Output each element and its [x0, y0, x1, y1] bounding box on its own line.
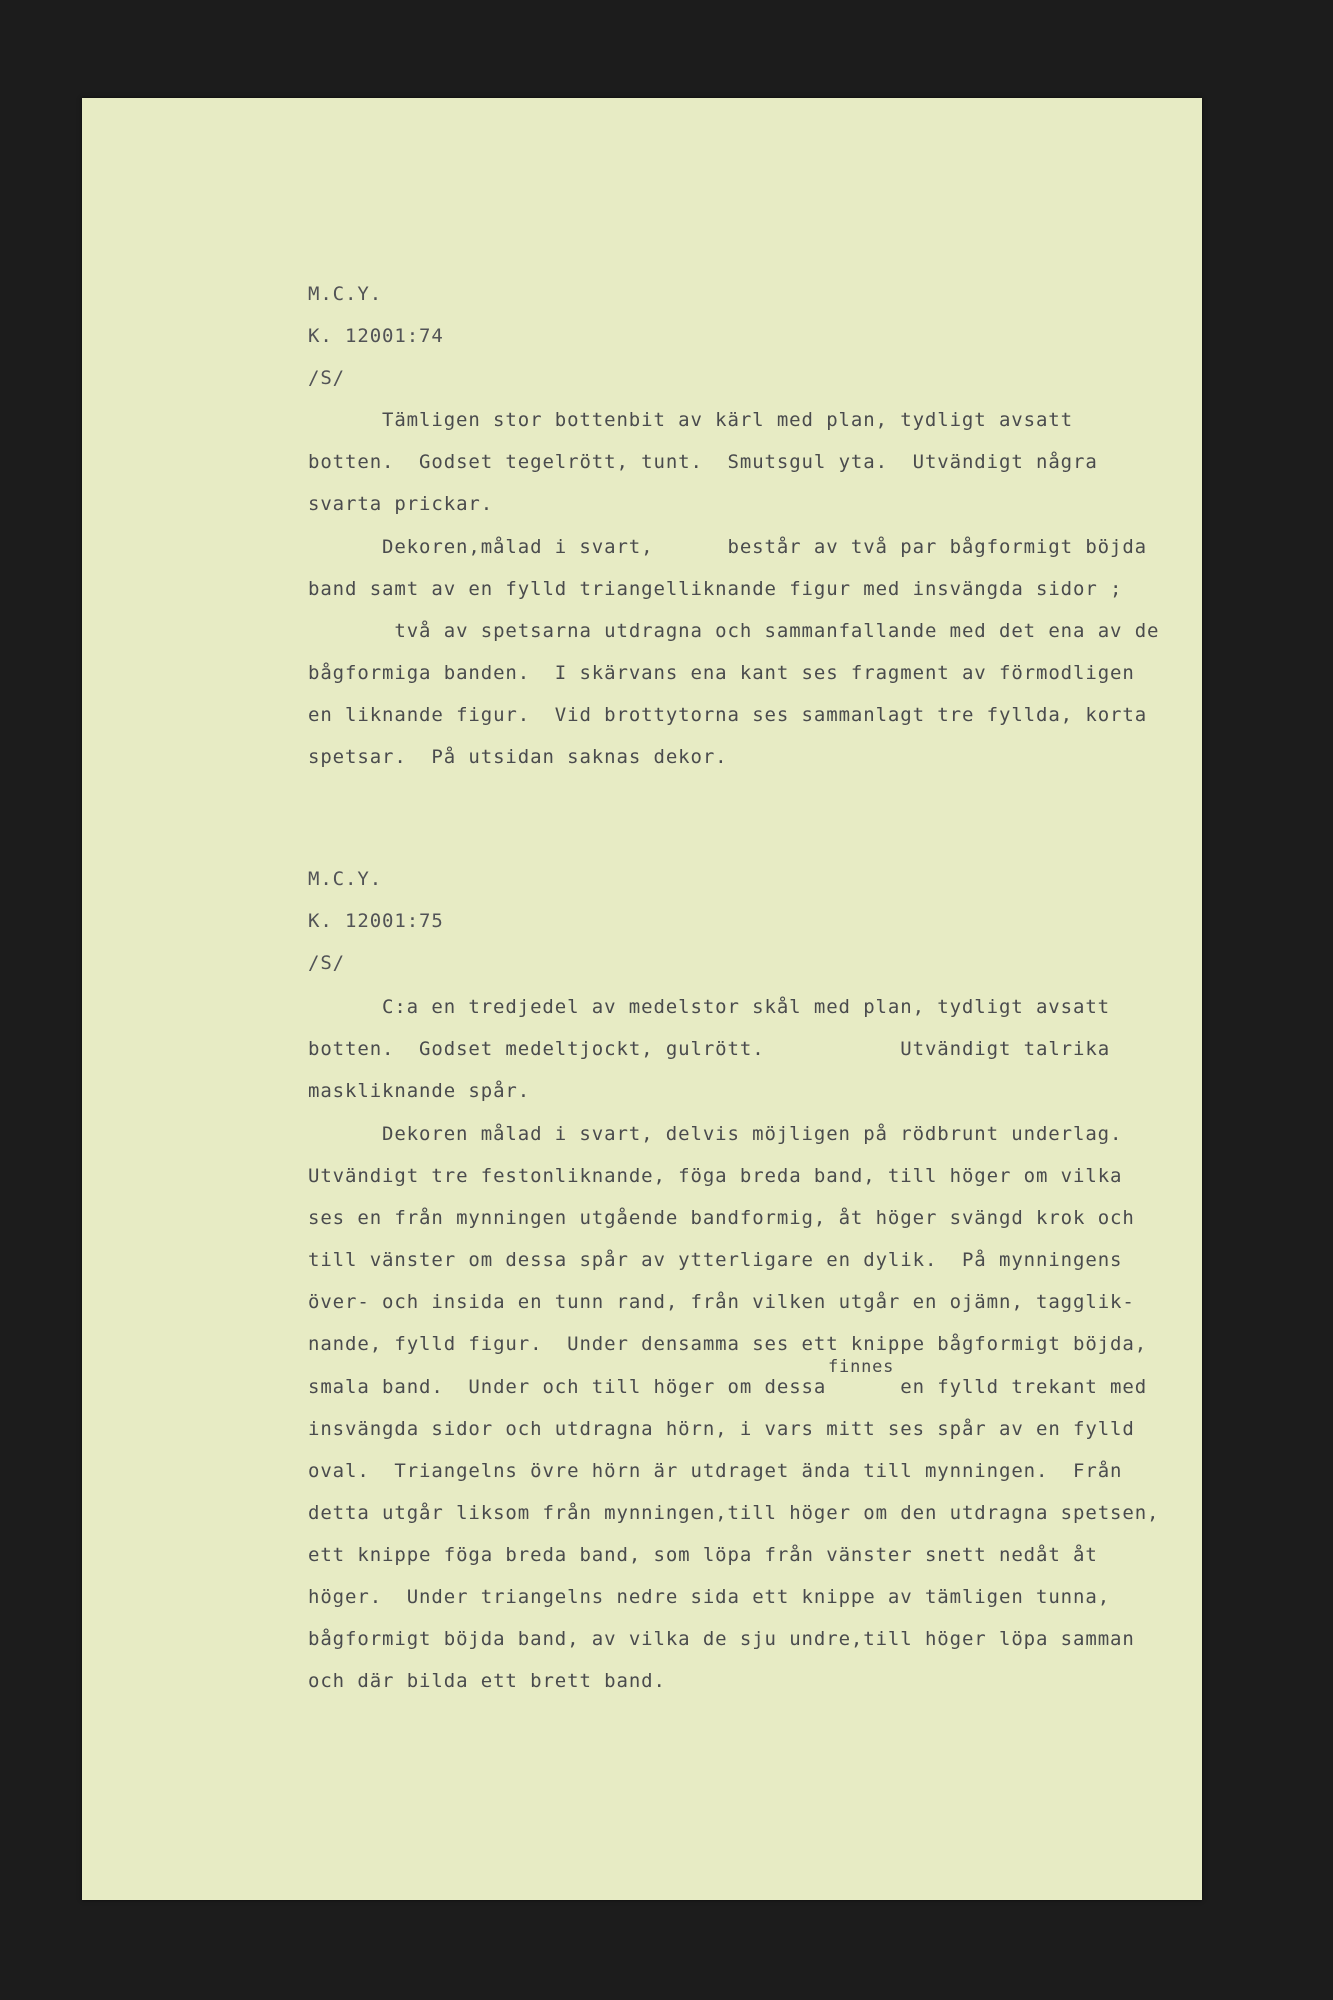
text-line: Utvändigt tre festonliknande, föga breda band, till höger om vilka: [308, 1165, 1123, 1187]
site-code: M.C.Y.: [308, 868, 383, 890]
text-line: ses en från mynningen utgående bandformig, åt höger svängd krok och: [308, 1207, 1135, 1229]
text-line: spetsar. På utsidan saknas dekor.: [308, 746, 728, 768]
text-line: insvängda sidor och utdragna hörn, i vars mitt ses spår av en fylld: [308, 1418, 1135, 1440]
text-line: bågformiga banden. I skärvans ena kant ses fragment av förmodligen: [308, 662, 1135, 684]
text-line: Dekoren målad i svart, delvis möjligen på rödbrunt underlag.: [382, 1123, 1123, 1145]
text-line: Tämligen stor bottenbit av kärl med plan, tydligt avsatt: [382, 409, 1073, 431]
text-line: oval. Triangelns övre hörn är utdraget ända till mynningen. Från: [308, 1460, 1123, 1482]
text-line: band samt av en fylld triangelliknande figur med insvängda sidor ;: [308, 578, 1123, 600]
text-line: över- och insida en tunn rand, från vilken utgår en ojämn, tagglik-: [308, 1291, 1135, 1313]
text-line: ett knippe föga breda band, som löpa från vänster snett nedåt åt: [308, 1544, 1098, 1566]
text-line: C:a en tredjedel av medelstor skål med plan, tydligt avsatt: [382, 996, 1110, 1018]
catalog-number: K. 12001:74: [308, 325, 444, 347]
text-line: en liknande figur. Vid brottytorna ses sammanlagt tre fyllda, korta: [308, 704, 1148, 726]
text-line: botten. Godset tegelrött, tunt. Smutsgul yta. Utvändigt några: [308, 451, 1098, 473]
interlinear-insertion: finnes: [828, 1357, 895, 1377]
text-line: två av spetsarna utdragna och sammanfallande med det ena av de: [308, 620, 1160, 642]
text-line: nande, fylld figur. Under densamma ses ett knippe bågformigt böjda,: [308, 1333, 1148, 1355]
text-line: höger. Under triangelns nedre sida ett knippe av tämligen tunna,: [308, 1586, 1111, 1608]
catalog-number: K. 12001:75: [308, 910, 444, 932]
typewritten-page: [82, 98, 1202, 1900]
text-line: detta utgår liksom från mynningen,till höger om den utdragna spetsen,: [308, 1502, 1160, 1524]
text-line: till vänster om dessa spår av ytterligare en dylik. På mynningens: [308, 1249, 1123, 1271]
site-code: M.C.Y.: [308, 283, 383, 305]
text-line: maskliknande spår.: [308, 1080, 531, 1102]
category-mark: /S/: [308, 952, 346, 974]
text-line: och där bilda ett brett band.: [308, 1670, 666, 1692]
text-line: smala band. Under och till höger om dessa en fylld trekant med: [308, 1376, 1148, 1398]
text-line: svarta prickar.: [308, 493, 494, 515]
text-line: bågformigt böjda band, av vilka de sju undre,till höger löpa samman: [308, 1628, 1135, 1650]
category-mark: /S/: [308, 367, 346, 389]
text-line: botten. Godset medeltjockt, gulrött. Utvändigt talrika: [308, 1038, 1111, 1060]
text-line: Dekoren,målad i svart, består av två par bågformigt böjda: [382, 536, 1148, 558]
